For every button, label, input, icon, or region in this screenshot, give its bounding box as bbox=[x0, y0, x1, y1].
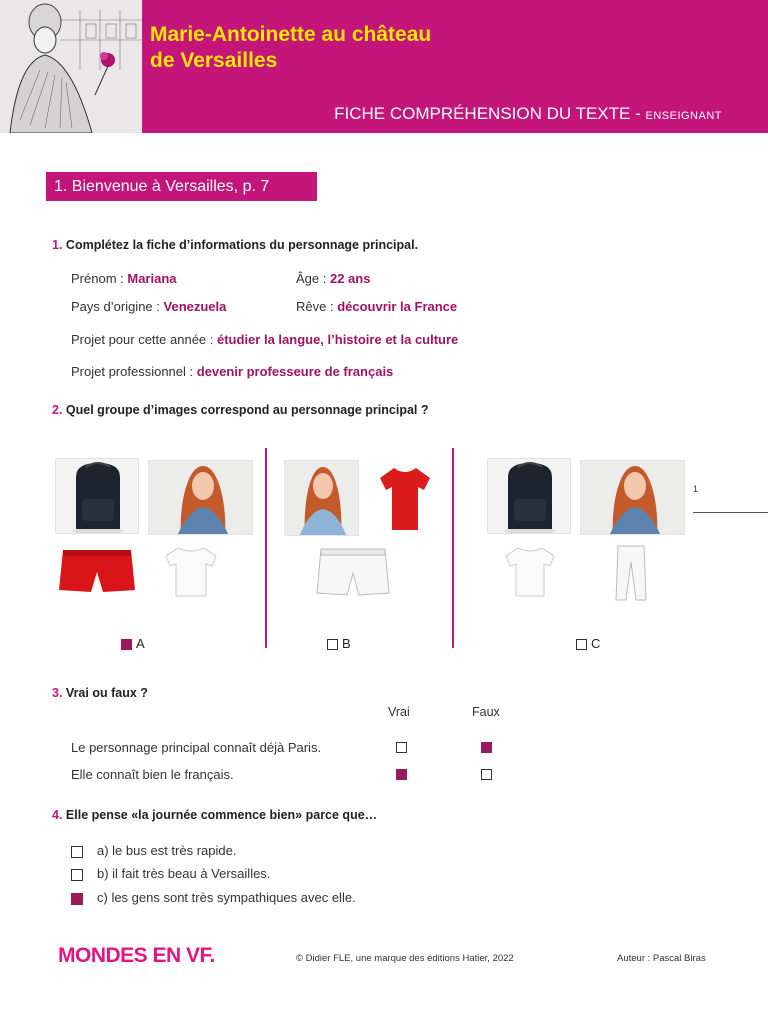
checkbox-mcq-c[interactable] bbox=[71, 893, 83, 905]
question-2: 2. Quel groupe d’images correspond au personnage principal ? bbox=[52, 403, 429, 417]
mcq-option-c[interactable]: c) les gens sont très sympathiques avec elle. bbox=[71, 890, 356, 905]
mcq-option-b[interactable]: b) il fait très beau à Versailles. bbox=[71, 866, 270, 881]
copyright-text: © Didier FLE, une marque des éditions Hatier, 2022 bbox=[296, 953, 514, 964]
backpack-image bbox=[487, 458, 571, 534]
pays-field: Pays d’origine : Venezuela bbox=[71, 299, 227, 314]
reve-field: Rêve : découvrir la France bbox=[296, 299, 458, 314]
option-c[interactable]: C bbox=[576, 636, 600, 651]
checkbox-a[interactable] bbox=[121, 639, 132, 650]
checkbox-mcq-a[interactable] bbox=[71, 846, 83, 858]
redhead-woman-image bbox=[580, 460, 685, 535]
prenom-field: Prénom : Mariana bbox=[71, 271, 177, 286]
projet-pro-field: Projet professionnel : devenir professeure de français bbox=[71, 364, 394, 379]
section-title: 1. Bienvenue à Versailles, p. 7 bbox=[46, 172, 317, 201]
white-pants-image bbox=[612, 544, 650, 602]
red-shorts-image bbox=[55, 544, 139, 598]
author-text: Auteur : Pascal Biras bbox=[617, 953, 706, 964]
question-1: 1. Complétez la fiche d’informations du personnage principal. bbox=[52, 238, 419, 252]
question-4: 4. Elle pense «la journée commence bien» parce que… bbox=[52, 808, 378, 822]
document-subtitle: FICHE COMPRÉHENSION DU TEXTE - ENSEIGNANT bbox=[334, 104, 722, 123]
checkbox-faux-2[interactable] bbox=[481, 769, 492, 780]
checkbox-faux-1[interactable] bbox=[481, 742, 492, 753]
faux-column-header: Faux bbox=[472, 705, 500, 719]
redhead-girl-image bbox=[284, 460, 359, 536]
checkbox-mcq-b[interactable] bbox=[71, 869, 83, 881]
margin-line bbox=[693, 512, 768, 513]
checkbox-c[interactable] bbox=[576, 639, 587, 650]
vrai-column-header: Vrai bbox=[388, 705, 410, 719]
backpack-image bbox=[55, 458, 139, 534]
group-divider-1 bbox=[265, 448, 267, 648]
white-tshirt-image bbox=[500, 544, 560, 600]
redhead-woman-image bbox=[148, 460, 253, 535]
white-tshirt-image bbox=[158, 544, 224, 598]
projet-field: Projet pour cette année : étudier la langue, l’histoire et la culture bbox=[71, 332, 459, 347]
tf-statement-2: Elle connaît bien le français. bbox=[71, 767, 234, 782]
tf-statement-1: Le personnage principal connaît déjà Paris. bbox=[71, 740, 322, 755]
option-a[interactable]: A bbox=[121, 636, 145, 651]
checkbox-vrai-1[interactable] bbox=[396, 742, 407, 753]
checkbox-b[interactable] bbox=[327, 639, 338, 650]
question-3: 3. Vrai ou faux ? bbox=[52, 686, 148, 700]
mcq-option-a[interactable]: a) le bus est très rapide. bbox=[71, 843, 236, 858]
white-shorts-image bbox=[313, 543, 393, 600]
option-b[interactable]: B bbox=[327, 636, 351, 651]
document-title: Marie-Antoinette au château de Versailles bbox=[150, 23, 432, 72]
margin-number: 1 bbox=[693, 484, 699, 494]
checkbox-vrai-2[interactable] bbox=[396, 769, 407, 780]
mondes-en-vf-logo: MONDES EN VF. bbox=[58, 944, 215, 967]
red-tshirt-image bbox=[376, 464, 434, 534]
header-banner bbox=[0, 0, 768, 133]
group-divider-2 bbox=[452, 448, 454, 648]
age-field: Âge : 22 ans bbox=[296, 271, 371, 286]
marie-antoinette-illustration bbox=[0, 0, 142, 133]
